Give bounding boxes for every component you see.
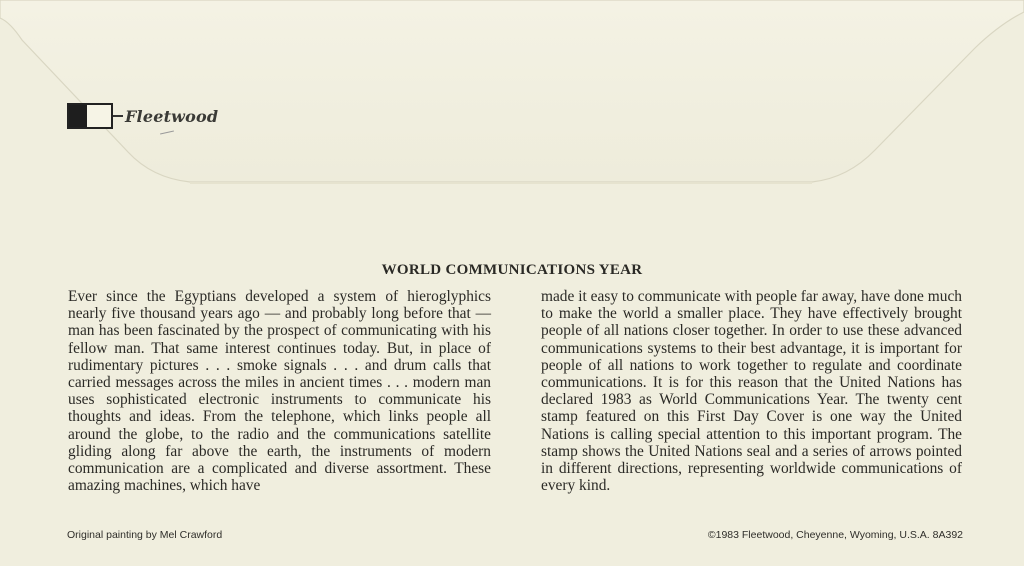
envelope-flap xyxy=(0,0,1024,200)
body-paragraph-left: Ever since the Egyptians developed a system of hieroglyphics nearly five thousand years ago — and probably long before that — man has been fascinated by the prospect of communicating with his fellow man. That same interest continues today. But, in place of rudimentary pictures . . . smoke signals . . . and drum calls that carried messages across the miles in ancient times . . . modern man uses sophisticated electronic instruments to communicate his thoughts and ideas. From the telephone, which links people all around the globe, to the radio and the communications satellite gliding along far above the earth, the instruments of modern communication are a complicated and diverse assortment. These amazing machines, which have xyxy=(68,288,491,495)
logo-wordmark: Fleetwood xyxy=(125,106,219,126)
body-paragraph-right: made it easy to communicate with people far away, have done much to make the world a smaller place. They have effectively brought people of all nations closer together. In order to use these advanced communications systems to their best advantage, it is important for people of all nations to work together to regulate and coordinate communications. It is for this reason that the United Nations has declared 1983 as World Communications Year. The twenty cent stamp featured on this First Day Cover is one way the United Nations is calling special attention to this important program. The stamp shows the United Nations seal and a series of arrows pointed in different directions, representing worldwide communications of every kind. xyxy=(541,288,962,495)
text-column-right xyxy=(541,288,962,494)
copyright-notice: ©1983 Fleetwood, Cheyenne, Wyoming, U.S.A. 8A392 xyxy=(707,529,963,541)
fleetwood-logo xyxy=(67,101,218,131)
logo-rule xyxy=(113,115,123,117)
text-column-left xyxy=(68,288,491,494)
page-title: WORLD COMMUNICATIONS YEAR xyxy=(381,262,643,278)
logo-mark xyxy=(67,103,113,129)
painting-credit: Original painting by Mel Crawford xyxy=(67,529,223,541)
